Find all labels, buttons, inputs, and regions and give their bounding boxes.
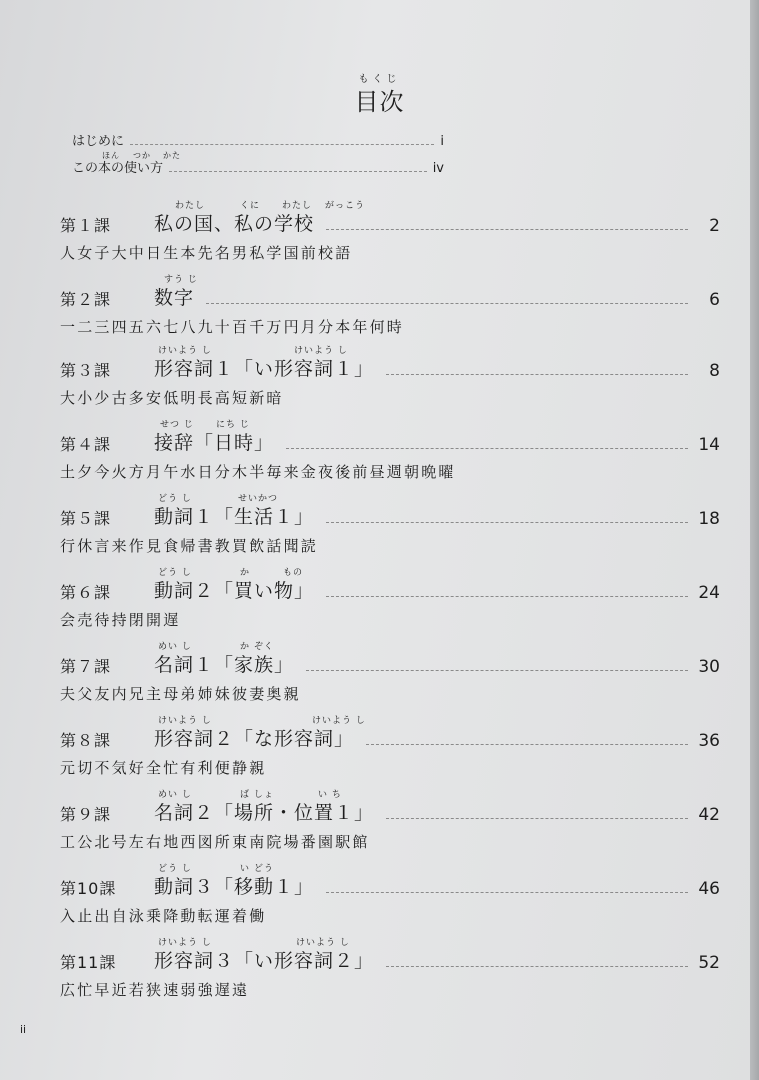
front-matter-label: はじめに bbox=[72, 134, 125, 149]
furigana: ほん bbox=[102, 151, 120, 160]
furigana: めい し bbox=[158, 790, 192, 800]
lesson-kanji-list: 工公北号左右地西図所東南院場番園駅館 bbox=[60, 833, 370, 851]
furigana: どう し bbox=[158, 568, 192, 578]
lesson-kanji-list: 人女子大中日生本先名男私学国前校語 bbox=[60, 244, 353, 262]
furigana: か ぞく bbox=[240, 642, 274, 652]
front-matter-item[interactable] bbox=[72, 130, 444, 149]
lesson-entry[interactable] bbox=[60, 790, 720, 852]
front-matter-label: この本の使い方 bbox=[72, 161, 164, 176]
lesson-kanji-list: 一二三四五六七八九十百千万円月分本年何時 bbox=[60, 318, 405, 336]
furigana: けいよう し bbox=[158, 716, 212, 726]
lesson-entry[interactable] bbox=[60, 938, 720, 1000]
dot-leader bbox=[386, 374, 688, 375]
lesson-number: 第３課 bbox=[60, 361, 112, 380]
furigana: い どう bbox=[240, 864, 274, 874]
furigana: せいかつ bbox=[238, 494, 279, 504]
furigana: けいよう し bbox=[158, 346, 212, 356]
lesson-page: 18 bbox=[698, 509, 720, 529]
lesson-entry[interactable] bbox=[60, 494, 720, 556]
front-matter-page: iv bbox=[432, 161, 444, 176]
furigana: ば しょ bbox=[240, 790, 274, 800]
lesson-entry[interactable] bbox=[60, 716, 720, 778]
lesson-page: 24 bbox=[698, 583, 720, 603]
lesson-title: 名詞１「家族」 bbox=[154, 654, 295, 676]
dot-leader bbox=[326, 522, 688, 523]
furigana: わたし bbox=[175, 201, 206, 211]
dot-leader bbox=[286, 448, 688, 449]
furigana: けいよう し bbox=[296, 938, 350, 948]
dot-leader bbox=[386, 966, 688, 967]
furigana: めい し bbox=[158, 642, 192, 652]
lesson-title: 私の国、私の学校 bbox=[154, 213, 315, 235]
lesson-kanji-list: 広忙早近若狭速弱強遅遠 bbox=[60, 981, 250, 999]
lesson-entry[interactable] bbox=[60, 642, 720, 704]
lesson-kanji-list: 入止出自泳乗降動転運着働 bbox=[60, 907, 267, 925]
furigana: けいよう し bbox=[294, 346, 348, 356]
page-number: ii bbox=[20, 1023, 27, 1036]
lesson-title: 形容詞２「な形容詞」 bbox=[154, 728, 355, 750]
lesson-title: 動詞３「移動１」 bbox=[154, 876, 315, 898]
dot-leader bbox=[326, 892, 688, 893]
lesson-number: 第10課 bbox=[60, 879, 117, 898]
furigana: わたし bbox=[282, 201, 313, 211]
lesson-number: 第７課 bbox=[60, 657, 112, 676]
dot-leader bbox=[130, 144, 434, 145]
dot-leader bbox=[169, 171, 427, 172]
furigana: か bbox=[240, 568, 251, 578]
lesson-title: 形容詞１「い形容詞１」 bbox=[154, 358, 375, 380]
dot-leader bbox=[366, 744, 688, 745]
lesson-page: 2 bbox=[709, 216, 720, 236]
lesson-entry[interactable] bbox=[60, 864, 720, 926]
furigana: かた bbox=[163, 151, 181, 160]
lesson-number: 第６課 bbox=[60, 583, 112, 602]
lesson-entry[interactable] bbox=[60, 275, 720, 337]
lesson-kanji-list: 土夕今火方月午水日分木半毎来金夜後前昼週朝晩曜 bbox=[60, 463, 456, 481]
furigana: せつ じ bbox=[160, 420, 194, 430]
lesson-page: 30 bbox=[698, 657, 720, 677]
furigana: つか bbox=[133, 151, 151, 160]
dot-leader bbox=[326, 229, 688, 230]
lesson-number: 第11課 bbox=[60, 953, 117, 972]
lesson-number: 第５課 bbox=[60, 509, 112, 528]
lesson-title: 動詞１「生活１」 bbox=[154, 506, 315, 528]
furigana: がっこう bbox=[325, 201, 366, 211]
page-title: 目次 bbox=[354, 88, 405, 116]
dot-leader bbox=[386, 818, 688, 819]
lesson-number: 第８課 bbox=[60, 731, 112, 750]
lesson-kanji-list: 夫父友内兄主母弟姉妹彼妻奥親 bbox=[60, 685, 301, 703]
furigana: にち じ bbox=[216, 420, 250, 430]
lesson-title: 形容詞３「い形容詞２」 bbox=[154, 950, 375, 972]
lesson-number: 第９課 bbox=[60, 805, 112, 824]
furigana: い ち bbox=[318, 790, 342, 800]
lesson-page: 14 bbox=[698, 435, 720, 455]
lesson-page: 8 bbox=[709, 361, 720, 381]
lesson-title: 数字 bbox=[154, 287, 195, 309]
lesson-entry[interactable] bbox=[60, 201, 720, 263]
furigana: すう じ bbox=[164, 275, 198, 285]
lesson-title: 接辞「日時」 bbox=[154, 432, 275, 454]
lesson-title: 名詞２「場所・位置１」 bbox=[154, 802, 375, 824]
dot-leader bbox=[206, 303, 688, 304]
lesson-entry[interactable] bbox=[60, 420, 720, 482]
furigana: どう し bbox=[158, 494, 192, 504]
lesson-entry[interactable] bbox=[60, 346, 720, 408]
page-edge bbox=[750, 0, 759, 1080]
lesson-entry[interactable] bbox=[60, 568, 720, 630]
lesson-kanji-list: 会売待持閉開遅 bbox=[60, 611, 181, 629]
dot-leader bbox=[306, 670, 688, 671]
lesson-page: 46 bbox=[698, 879, 720, 899]
lesson-page: 36 bbox=[698, 731, 720, 751]
title-furigana: もくじ bbox=[358, 74, 401, 85]
lesson-kanji-list: 大小少古多安低明長高短新暗 bbox=[60, 389, 284, 407]
lesson-page: 6 bbox=[709, 290, 720, 310]
lesson-kanji-list: 元切不気好全忙有利便静親 bbox=[60, 759, 267, 777]
lesson-number: 第４課 bbox=[60, 435, 112, 454]
lesson-number: 第２課 bbox=[60, 290, 112, 309]
lesson-kanji-list: 行休言来作見食帰書教買飲話聞読 bbox=[60, 537, 319, 555]
furigana: けいよう し bbox=[312, 716, 366, 726]
lesson-page: 42 bbox=[698, 805, 720, 825]
front-matter-item[interactable] bbox=[72, 157, 444, 176]
lesson-number: 第１課 bbox=[60, 216, 112, 235]
lesson-page: 52 bbox=[698, 953, 720, 973]
front-matter-page: i bbox=[440, 134, 444, 149]
furigana: くに bbox=[240, 201, 261, 211]
dot-leader bbox=[326, 596, 688, 597]
furigana: どう し bbox=[158, 864, 192, 874]
furigana: もの bbox=[283, 568, 304, 578]
lesson-title: 動詞２「買い物」 bbox=[154, 580, 315, 602]
furigana: けいよう し bbox=[158, 938, 212, 948]
